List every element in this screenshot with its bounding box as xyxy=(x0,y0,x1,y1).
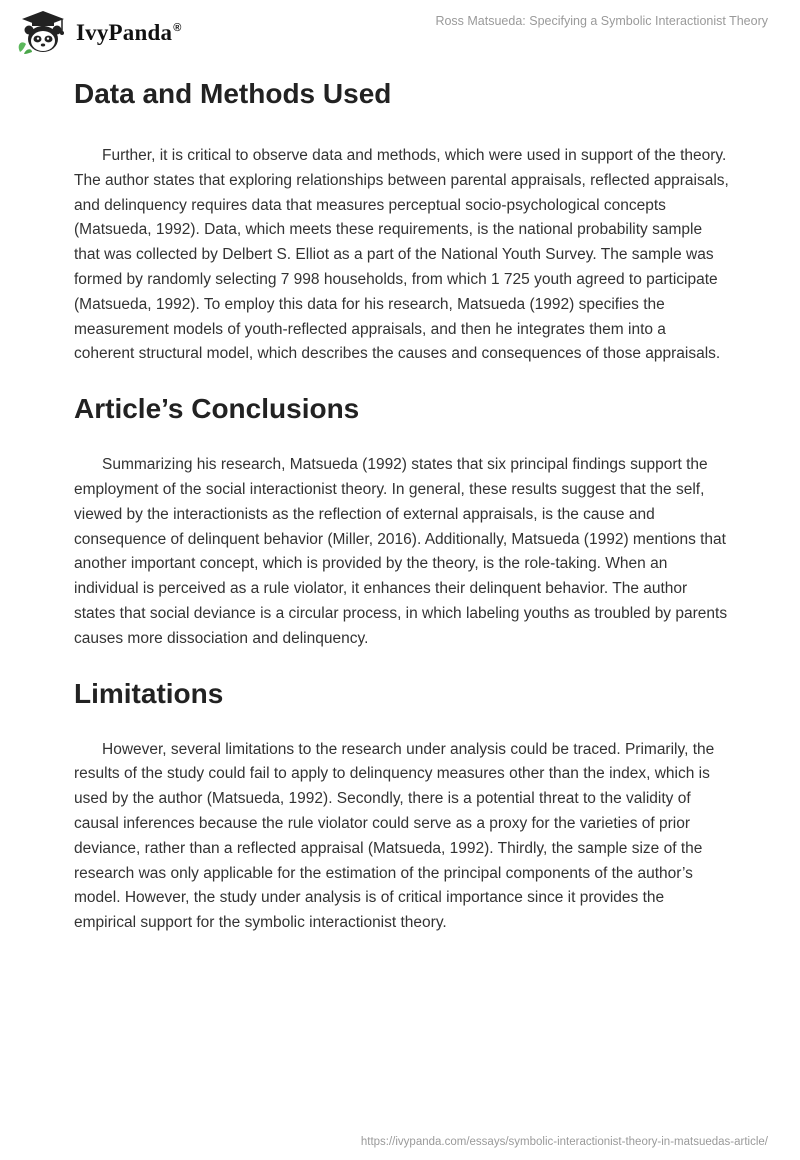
panda-graduate-icon xyxy=(14,8,72,56)
section-paragraph-conclusions: Summarizing his research, Matsueda (1992) states that six principal findings support the employment of the social interactionist theory. In general, these results suggest that the self, viewed by the interactionists as the reflection of external appraisals, is the cause and consequence of delinquent behavior (Miller, 2016). Additionally, Matsueda (1992) mentions that another important concept, which is provided by the theory, is the role-taking. When an individual is perceived as a rule violator, it enhances their delinquent behavior. The author states that social deviance is a circular process, in which labeling youths as troubled by parents causes more dissociation and delinquency. xyxy=(74,456,728,647)
ivypanda-logo[interactable] xyxy=(14,8,182,56)
page-header xyxy=(0,0,800,70)
document-title: Ross Matsueda: Specifying a Symbolic Interactionist Theory xyxy=(435,14,768,28)
article-body xyxy=(74,72,730,936)
section-heading-limitations: Limitations xyxy=(74,677,224,709)
registered-mark: ® xyxy=(173,22,182,35)
section-heading-conclusions: Article’s Conclusions xyxy=(74,393,360,425)
logo-text: IvyPanda® xyxy=(76,20,182,45)
section-heading-data-methods: Data and Methods Used xyxy=(74,78,392,109)
source-url-link[interactable]: https://ivypanda.com/essays/symbolic-interactionist-theory-in-matsuedas-article/ xyxy=(360,1136,768,1148)
section-paragraph-data-methods: Further, it is critical to observe data and methods, which were used in support of the theory. The author states that exploring relationships between parental appraisals, reflected appraisals, and delinquency requires data that measures perceptual socio-psychological concepts (Matsueda, 1992). Data, which meets these requirements, is the national probability sample that was collected by Delbert S. Elliot as a part of the National Youth Survey. The sample was formed by randomly selecting 7 998 households, from which 1 725 youth agreed to participate (Matsueda, 1992). To employ this data for his research, Matsueda (1992) specifies the measurement models of youth-reflected appraisals, and then he integrates them into a coherent structural model, which describes the causes and consequences of those appraisals. xyxy=(74,147,729,363)
section-paragraph-limitations: However, several limitations to the research under analysis could be traced. Primarily, the results of the study could fail to apply to delinquency measures other than the index, which is used by the author (Matsueda, 1992). Secondly, there is a potential threat to the validity of causal inferences because the rule violator could serve as a proxy for the varieties of prior deviance, rather than a reflected appraisal (Matsueda, 1992). Thirdly, the sample size of the research was only applicable for the estimation of the principal components of the author’s model. However, the study under analysis is of critical importance since it provides the empirical support for the symbolic interactionist theory. xyxy=(74,740,715,932)
